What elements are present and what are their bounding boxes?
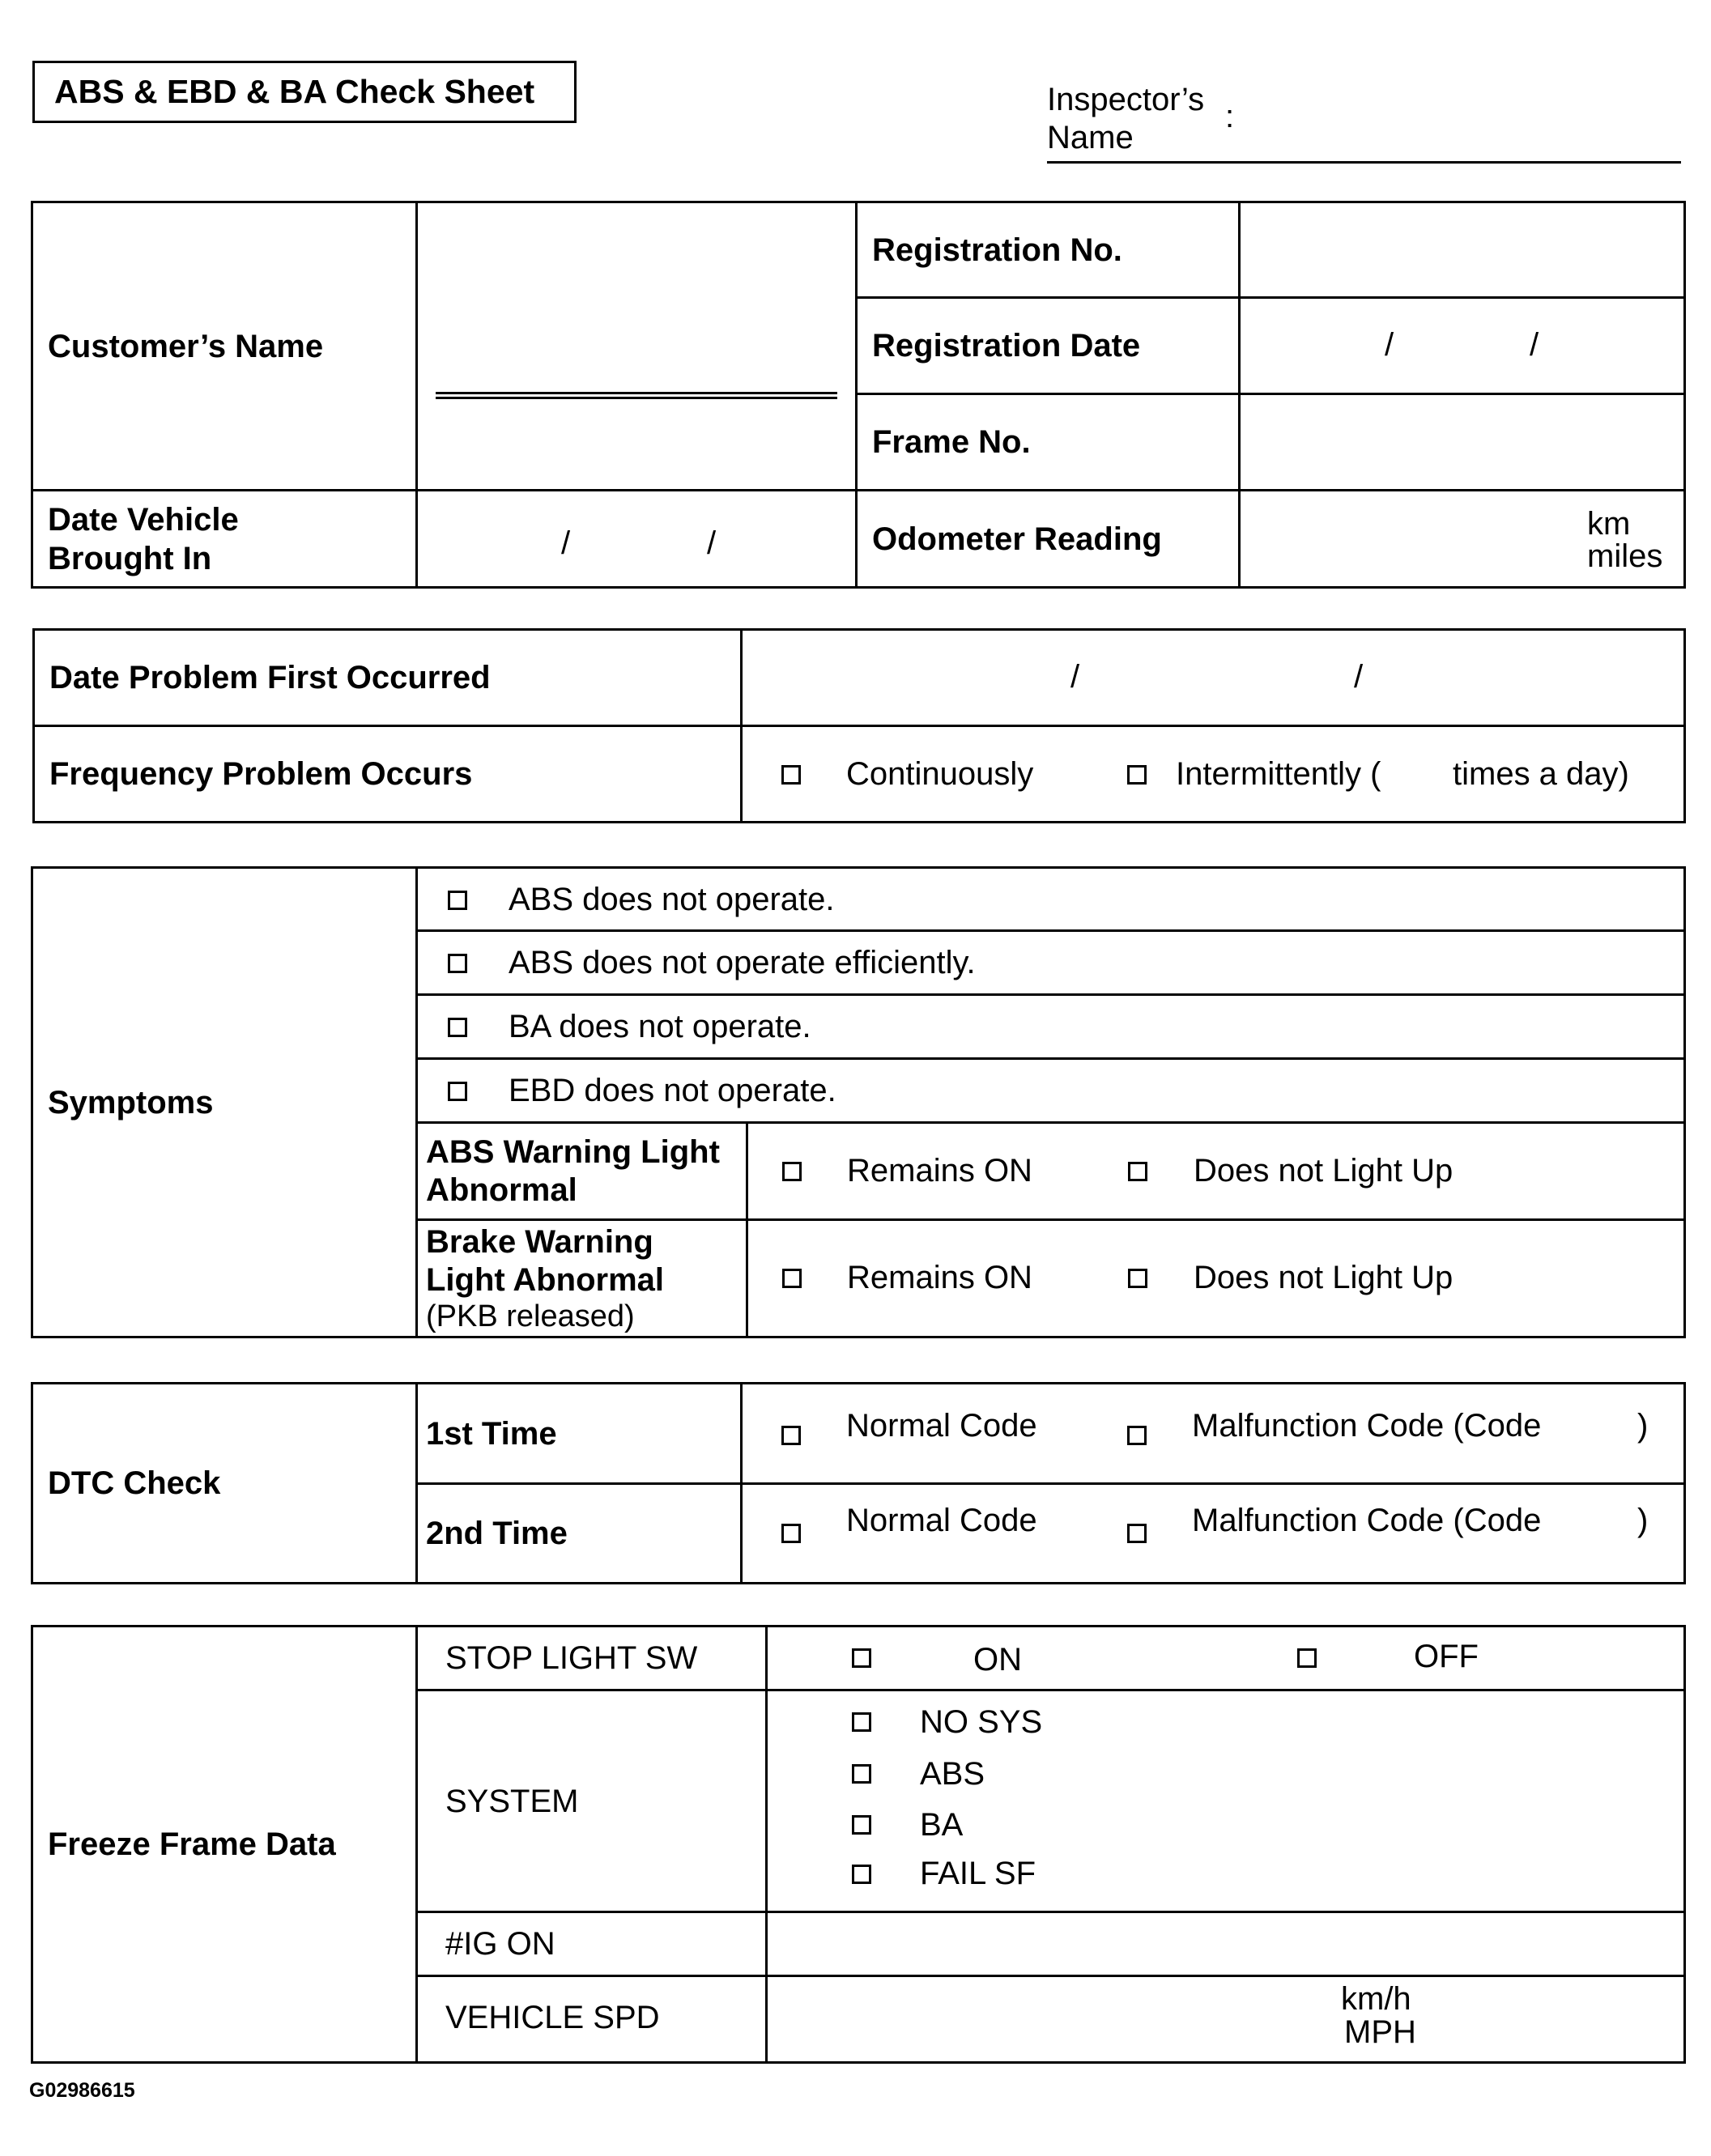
option-no-sys: NO SYS <box>920 1704 1043 1740</box>
odometer-field[interactable] <box>1240 491 1685 588</box>
checkbox-stop-light-on[interactable] <box>852 1648 871 1668</box>
checkbox-second-normal-code[interactable] <box>781 1524 801 1543</box>
dtc-check-label: DTC Check <box>32 1384 417 1584</box>
checkbox-abs-remains-on[interactable] <box>782 1162 802 1181</box>
inspector-label-line1: Inspector’s <box>1047 82 1205 117</box>
checkbox-system-no-sys[interactable] <box>852 1712 871 1732</box>
symptom-row <box>417 1059 1685 1123</box>
checkbox-system-fail-sf[interactable] <box>852 1865 871 1884</box>
option-does-not-light-up: Does not Light Up <box>1194 1260 1453 1295</box>
customer-vehicle-table <box>31 201 1686 589</box>
unit-mph: MPH <box>1344 2014 1416 2050</box>
option-does-not-light-up: Does not Light Up <box>1194 1153 1453 1189</box>
checkbox-ebd-not-operate[interactable] <box>448 1082 467 1101</box>
symptoms-label: Symptoms <box>32 868 417 1337</box>
unit-km: km <box>1587 506 1631 542</box>
symptoms-table <box>31 866 1686 1338</box>
abs-warning-options <box>747 1123 1685 1220</box>
checkbox-first-malfunction-code[interactable] <box>1127 1426 1147 1445</box>
option-on: ON <box>973 1642 1022 1678</box>
date-separator: / <box>707 525 717 561</box>
date-brought-in-line2: Brought In <box>48 540 212 576</box>
symptom-abs-not-efficient: ABS does not operate efficiently. <box>509 945 976 980</box>
option-intermittently: Intermittently ( <box>1176 756 1381 792</box>
unit-miles: miles <box>1587 538 1663 574</box>
date-separator: / <box>1385 327 1394 363</box>
figure-code: G02986615 <box>29 2079 135 2102</box>
system-options <box>767 1690 1685 1912</box>
brake-warning-line1: Brake Warning <box>426 1224 653 1260</box>
frequency-label: Frequency Problem Occurs <box>34 726 742 823</box>
customer-name-label: Customer’s Name <box>32 202 417 491</box>
stop-light-sw-options <box>767 1627 1685 1690</box>
date-brought-in-field[interactable] <box>417 491 857 588</box>
close-paren: ) <box>1637 1408 1649 1444</box>
date-first-occurred-label: Date Problem First Occurred <box>34 630 742 726</box>
checkbox-stop-light-off[interactable] <box>1297 1648 1317 1668</box>
option-fail-sf: FAIL SF <box>920 1856 1036 1891</box>
option-remains-on: Remains ON <box>847 1153 1032 1189</box>
checkbox-continuously[interactable] <box>781 765 801 785</box>
inspector-name-label <box>1047 81 1204 157</box>
option-continuously: Continuously <box>846 756 1034 792</box>
checkbox-second-malfunction-code[interactable] <box>1127 1524 1147 1543</box>
checkbox-abs-not-operate[interactable] <box>448 891 467 910</box>
dtc-check-table <box>31 1382 1686 1584</box>
checkbox-abs-not-efficient[interactable] <box>448 954 467 973</box>
checkbox-intermittently[interactable] <box>1127 765 1147 785</box>
symptom-ba-not-operate: BA does not operate. <box>509 1009 811 1044</box>
dtc-second-time-options <box>742 1484 1685 1584</box>
abs-warning-light-label <box>417 1123 747 1220</box>
times-a-day-text: times a day) <box>1453 756 1629 792</box>
frequency-field <box>742 726 1685 823</box>
checkbox-abs-not-light-up[interactable] <box>1128 1162 1147 1181</box>
registration-no-label: Registration No. <box>857 202 1240 298</box>
ig-on-label: #IG ON <box>417 1912 767 1976</box>
close-paren: ) <box>1637 1503 1649 1538</box>
checkbox-brake-not-light-up[interactable] <box>1128 1269 1147 1288</box>
symptom-row <box>417 995 1685 1059</box>
symptom-ebd-not-operate: EBD does not operate. <box>509 1073 836 1108</box>
problem-table <box>32 628 1686 823</box>
option-normal-code: Normal Code <box>846 1408 1037 1444</box>
symptom-row <box>417 868 1685 931</box>
checkbox-first-normal-code[interactable] <box>781 1426 801 1445</box>
registration-date-field[interactable] <box>1240 298 1685 394</box>
option-malfunction-code: Malfunction Code (Code <box>1192 1503 1542 1538</box>
date-brought-in-line1: Date Vehicle <box>48 501 239 538</box>
ig-on-field[interactable] <box>767 1912 1685 1976</box>
abs-warning-line1: ABS Warning Light <box>426 1133 720 1170</box>
freeze-frame-table <box>31 1625 1686 2064</box>
date-brought-in-label <box>32 491 417 588</box>
brake-warning-line2: Light Abnormal <box>426 1262 665 1298</box>
date-separator: / <box>1354 659 1364 695</box>
symptom-abs-not-operate: ABS does not operate. <box>509 882 835 917</box>
frame-no-field[interactable] <box>1240 394 1685 491</box>
brake-warning-note: (PKB released) <box>426 1299 635 1333</box>
customer-name-underline <box>436 392 837 399</box>
freeze-frame-label: Freeze Frame Data <box>32 1627 417 2063</box>
date-separator: / <box>1070 659 1080 695</box>
inspector-colon: : <box>1225 99 1235 134</box>
checkbox-brake-remains-on[interactable] <box>782 1269 802 1288</box>
frame-no-label: Frame No. <box>857 394 1240 491</box>
brake-warning-options <box>747 1220 1685 1337</box>
inspector-name-field[interactable] <box>1047 161 1681 164</box>
dtc-second-time-label: 2nd Time <box>417 1484 742 1584</box>
option-ba: BA <box>920 1807 964 1843</box>
inspector-label-line2: Name <box>1047 120 1134 155</box>
vehicle-spd-label: VEHICLE SPD <box>417 1976 767 2063</box>
symptom-row <box>417 931 1685 995</box>
option-abs: ABS <box>920 1756 985 1792</box>
dtc-first-time-options <box>742 1384 1685 1484</box>
date-separator: / <box>561 525 571 561</box>
unit-kmh: km/h <box>1341 1981 1411 2017</box>
stop-light-sw-label: STOP LIGHT SW <box>417 1627 767 1690</box>
customer-name-field[interactable] <box>417 202 857 491</box>
checkbox-ba-not-operate[interactable] <box>448 1018 467 1037</box>
option-malfunction-code: Malfunction Code (Code <box>1192 1408 1542 1444</box>
date-separator: / <box>1530 327 1539 363</box>
registration-date-label: Registration Date <box>857 298 1240 394</box>
registration-no-field[interactable] <box>1240 202 1685 298</box>
date-first-occurred-field[interactable] <box>742 630 1685 726</box>
option-normal-code: Normal Code <box>846 1503 1037 1538</box>
dtc-first-time-label: 1st Time <box>417 1384 742 1484</box>
abs-warning-line2: Abnormal <box>426 1172 577 1208</box>
checkbox-system-ba[interactable] <box>852 1815 871 1835</box>
sheet-title: ABS & EBD & BA Check Sheet <box>32 61 577 123</box>
vehicle-spd-field[interactable] <box>767 1976 1685 2063</box>
odometer-label: Odometer Reading <box>857 491 1240 588</box>
system-label: SYSTEM <box>417 1690 767 1912</box>
checkbox-system-abs[interactable] <box>852 1764 871 1784</box>
option-off: OFF <box>1414 1639 1479 1674</box>
brake-warning-light-label <box>417 1220 747 1337</box>
option-remains-on: Remains ON <box>847 1260 1032 1295</box>
